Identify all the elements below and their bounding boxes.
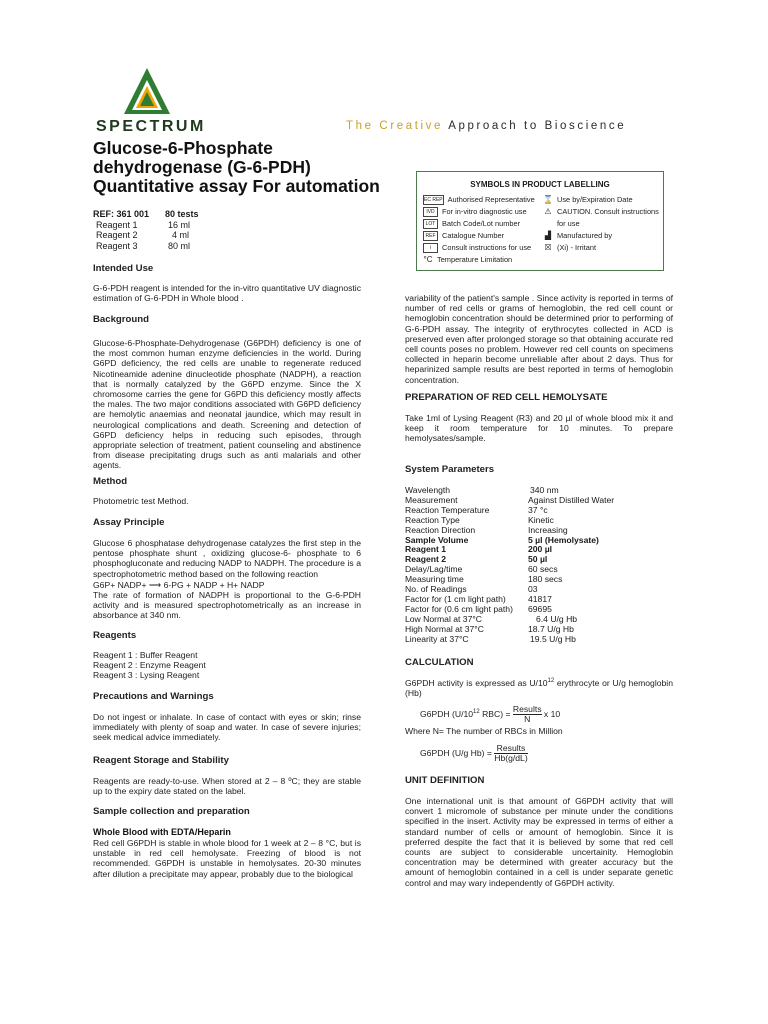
title-line-3: Quantitative assay For automation [93, 176, 380, 196]
symbol-consult [423, 243, 531, 253]
reagent-name: Reagent 1 [96, 219, 138, 230]
param-value: 6.4 U/g Hb [536, 613, 578, 624]
unit-definition-text: One international unit is that amount of G6PDH activity that will convert 1 micromole of substance per minute under the conditions specified in the insert. Activity may be expressed in terms of either a standard number of cells or amount of hemoglobin. Since it is preferred despite the fact that it is believed by some that red cell counts are subject to considerable uncertainity. Hemoglobin concentration may be determined with greater accuracy but the amount of hemoglobin contained in a cell is under separate genetic control and may wary independently of G6PDH activity. [405, 796, 673, 888]
param-name: Sample Volume [405, 534, 469, 545]
intended-use-text: G-6-PDH reagent is intended for the in-vitro quantitative UV diagnostic estimation of G-6-PDH in Whole blood . [93, 283, 361, 304]
storage-text: Reagents are ready-to-use. When stored at 2 – 8 ºC; they are stable up to the expiry date stated on the label. [93, 776, 361, 797]
param-name: Reagent 1 [405, 544, 447, 555]
param-name: Delay/Lag/time [405, 564, 463, 575]
param-value: 41817 [528, 593, 552, 604]
symbol-ref [423, 231, 504, 241]
symbol-label: Catalogue Number [442, 231, 505, 240]
reagent-name: Reagent 3 [96, 240, 138, 251]
unit-definition-heading: UNIT DEFINITION [405, 775, 485, 786]
reagent-qty: 4 ml [172, 230, 190, 240]
reagent-qty: 16 ml [168, 219, 191, 230]
brand-name: SPECTRUM [96, 118, 206, 135]
symbols-legend [416, 171, 664, 271]
irritant-icon: ☒ [544, 243, 552, 253]
param-value: 5 µl (Hemolysate) [528, 534, 599, 545]
title-line-2: dehydrogenase (G-6-PDH) [93, 157, 311, 177]
param-name: Low Normal at 37°C [405, 613, 482, 624]
background-text: Glucose-6-Phosphate-Dehydrogenase (G6PDH) deficiency is one of the most common human enzyme deficiencies in the world. During G6PD deficiency, the red cells are unable to regenerate reduced Nicotineamide adenine dinucleotide phosphate (NADPH), a reaction that is normally catalyzed by the G6PD enzyme. Since the X chromosome carries the gene for G6PD this deficiency mostly affects the males. The two major conditions associated with G6PD deficiency are hemolytic anaemias and neonatal jaundice, which may result in neurological complications and death. Screening and detection of G6PD deficiency helps in reducing such episodes, through appropriate selection of treatment, patient counseling and abstinence from disease precipitating drugs such as anti malarials and other agents. [93, 338, 361, 471]
param-value: 50 µl [528, 554, 548, 565]
preparation-heading: PREPARATION OF RED CELL HEMOLYSATE [405, 392, 608, 403]
symbols-title: SYMBOLS IN PRODUCT LABELLING [470, 180, 610, 189]
assay-principle-text-2: The rate of formation of NADPH is proportional to the G-6-PDH activity and is measured spectrophotometrically as an increase in absorbance at 340 nm. [93, 590, 361, 621]
sample-subheading: Whole Blood with EDTA/Heparin [93, 827, 231, 837]
param-name: Wavelength [405, 485, 451, 495]
reagents-heading: Reagents [93, 630, 137, 641]
tagline [346, 120, 626, 132]
symbol-label: Use by/Expiration Date [557, 195, 633, 204]
ec-rep-icon: EC REP [424, 197, 443, 204]
formula-sup: 12 [473, 708, 480, 715]
param-name: Measuring time [405, 574, 464, 585]
param-value: 18.7 U/g Hb [528, 623, 574, 634]
storage-heading: Reagent Storage and Stability [93, 755, 229, 766]
reagent-row [93, 241, 199, 252]
background-heading: Background [93, 314, 149, 325]
param-value: Increasing [528, 524, 568, 535]
symbol-expiry [543, 195, 633, 204]
reaction-left: G6P+ NADP+ [93, 580, 147, 590]
intended-use-heading: Intended Use [93, 263, 154, 274]
param-value: 03 [528, 584, 538, 595]
param-name: Reaction Temperature [405, 504, 490, 515]
reagent-row [93, 230, 199, 241]
calc-text-a: G6PDH activity is expressed as U/10 [405, 677, 548, 688]
symbol-label: For in-vitro diagnostic use [442, 207, 527, 216]
param-name: Factor for (1 cm light path) [405, 593, 506, 604]
tagline-prefix: The Creative [346, 120, 444, 132]
denominator: Hb(g/dL) [494, 753, 528, 763]
denominator: N [524, 714, 531, 724]
kit-contents [93, 209, 199, 251]
symbol-label: Temperature Limitation [437, 255, 513, 264]
param-name: Factor for (0.6 cm light path) [405, 603, 513, 614]
table-row [405, 635, 673, 645]
ivd-icon: IVD [423, 207, 438, 217]
list-item: Reagent 2 : Enzyme Reagent [93, 660, 206, 671]
method-text: Photometric test Method. [93, 496, 189, 506]
list-item: Reagent 3 : Lysing Reagent [93, 670, 200, 681]
sample-text-continued: variability of the patient's sample . Since activity is reported in terms of number of red cells or grams of hemoglobin, the red cell count or hemoglobin concentration should be determined prior to performing of G-6-PDH assay. The integrity of erythrocytes collected in ACD is preserved even after prolonged storage so that obtaining accurate red cell counts poses no problem. However red cell counts on specimens collected in heparin become unreliable after about 2 days. Thus for heparinized sample results are best reported in terms of hemoglobin concentration. [405, 293, 673, 385]
param-name: High Normal at 37°C [405, 623, 484, 634]
calculation-heading: CALCULATION [405, 657, 474, 668]
calc-text-b: erythrocyte or U/g hemoglobin (Hb) [405, 677, 673, 699]
formula-left: G6PDH (U/10 [420, 708, 474, 719]
list-item: Reagent 1 : Buffer Reagent [93, 650, 198, 660]
sample-text: Red cell G6PDH is stable in whole blood for 1 week at 2 – 8 °C, but is unstable in red cell hemolysate. Freezing of blood is not recommended. G6PDH is unstable in hemolysates. 20-30 minutes after dilution a precipitate may appear, probably due to the biological [93, 838, 361, 879]
assay-principle-text: Glucose 6 phosphatase dehydrogenase catalyzes the first step in the pentose phosphate shunt , oxidizing glucose-6- phosphate to 6 phosphogluconate and reducing NADP to NADPH. The procedure is a spectrophotometric method based on the following reaction [93, 538, 361, 579]
reagent-row [93, 220, 199, 231]
ref-icon: REF [423, 231, 438, 241]
preparation-text: Take 1ml of Lysing Reagent (R3) and 20 µl of whole blood mix it and keep it room temperature for 10 minutes. To prepare hemolysates/sample. [405, 413, 673, 444]
param-value: 340 nm [530, 485, 559, 495]
numerator: Results [512, 704, 542, 714]
formula-multiplier: x 10 [541, 708, 561, 719]
symbol-label: Batch Code/Lot number [442, 219, 521, 228]
formula-left: G6PDH (U/g Hb) = [420, 747, 495, 758]
fraction [494, 744, 527, 763]
param-value: 37 °c [528, 504, 548, 515]
factory-icon: ▟ [544, 231, 552, 241]
symbol-label: Consult instructions for use [442, 243, 532, 252]
symbol-label: CAUTION. Consult instructions [557, 207, 659, 216]
ref-number: REF: 361 001 [93, 209, 150, 219]
system-parameters-heading: System Parameters [405, 464, 495, 475]
param-value: 19.5 U/g Hb [530, 633, 576, 644]
precautions-heading: Precautions and Warnings [93, 691, 214, 702]
symbol-label: (Xi) - Irritant [557, 243, 597, 252]
param-name: No. of Readings [405, 584, 467, 595]
calc-sup: 12 [547, 678, 555, 684]
symbol-label: Manufactured by [557, 231, 613, 240]
where-text: Where N= The number of RBCs in Million [405, 726, 563, 736]
reagent-qty: 80 ml [168, 240, 191, 251]
symbol-caution [543, 207, 659, 216]
ref-row [93, 209, 199, 220]
param-name: Reaction Type [405, 514, 460, 525]
formula-hb [420, 744, 670, 763]
fraction [513, 705, 542, 724]
system-parameters-table [405, 486, 673, 645]
param-name: Reagent 2 [405, 554, 447, 565]
symbol-irritant [543, 243, 596, 252]
book-icon: i [423, 243, 438, 253]
param-name: Linearity at 37°C [405, 633, 469, 644]
reagents-list [93, 650, 361, 681]
symbol-lot [423, 219, 520, 229]
symbol-ec-rep [423, 195, 535, 205]
symbol-temperature [423, 255, 512, 264]
tagline-suffix: Approach to Bioscience [448, 120, 627, 132]
thermometer-icon: °C [423, 255, 433, 265]
calculation-text [405, 676, 673, 698]
sample-heading: Sample collection and preparation [93, 806, 250, 817]
numerator: Results [494, 744, 527, 754]
param-value: 200 µl [528, 544, 553, 555]
param-value: 180 secs [528, 574, 563, 585]
title-line-1: Glucose-6-Phosphate [93, 138, 273, 158]
reagent-name: Reagent 2 [96, 230, 138, 240]
symbol-ivd [423, 207, 527, 217]
test-count: 80 tests [165, 209, 199, 219]
arrow-icon: ⟶ [148, 580, 162, 590]
param-value: Against Distilled Water [528, 494, 615, 505]
formula-mid: RBC) = [479, 708, 513, 719]
assay-principle-heading: Assay Principle [93, 517, 165, 528]
lot-icon: LOT [423, 219, 438, 229]
method-heading: Method [93, 476, 128, 487]
hourglass-icon: ⌛ [543, 195, 553, 205]
precautions-text: Do not ingest or inhalate. In case of contact with eyes or skin; rinse immediately with plenty of soap and water. In case of severe injuries; seek medical advice immediately. [93, 712, 361, 743]
formula-rbc [420, 705, 670, 724]
spectrum-logo [122, 66, 172, 118]
param-value: 69695 [528, 603, 552, 614]
document-title [93, 139, 403, 196]
param-name: Measurement [405, 494, 458, 505]
symbol-manufacturer [543, 231, 612, 240]
param-value: Kinetic [528, 514, 554, 525]
reaction-right: 6-PG + NADP + H+ NADP [163, 580, 265, 590]
warning-icon: ⚠ [544, 207, 552, 217]
symbol-label: Authorised Representative [447, 195, 535, 204]
param-name: Reaction Direction [405, 524, 476, 535]
symbol-label: for use [557, 219, 580, 228]
reaction-equation [93, 580, 361, 590]
symbol-caution-cont [557, 219, 580, 228]
param-value: 60 secs [528, 564, 558, 575]
